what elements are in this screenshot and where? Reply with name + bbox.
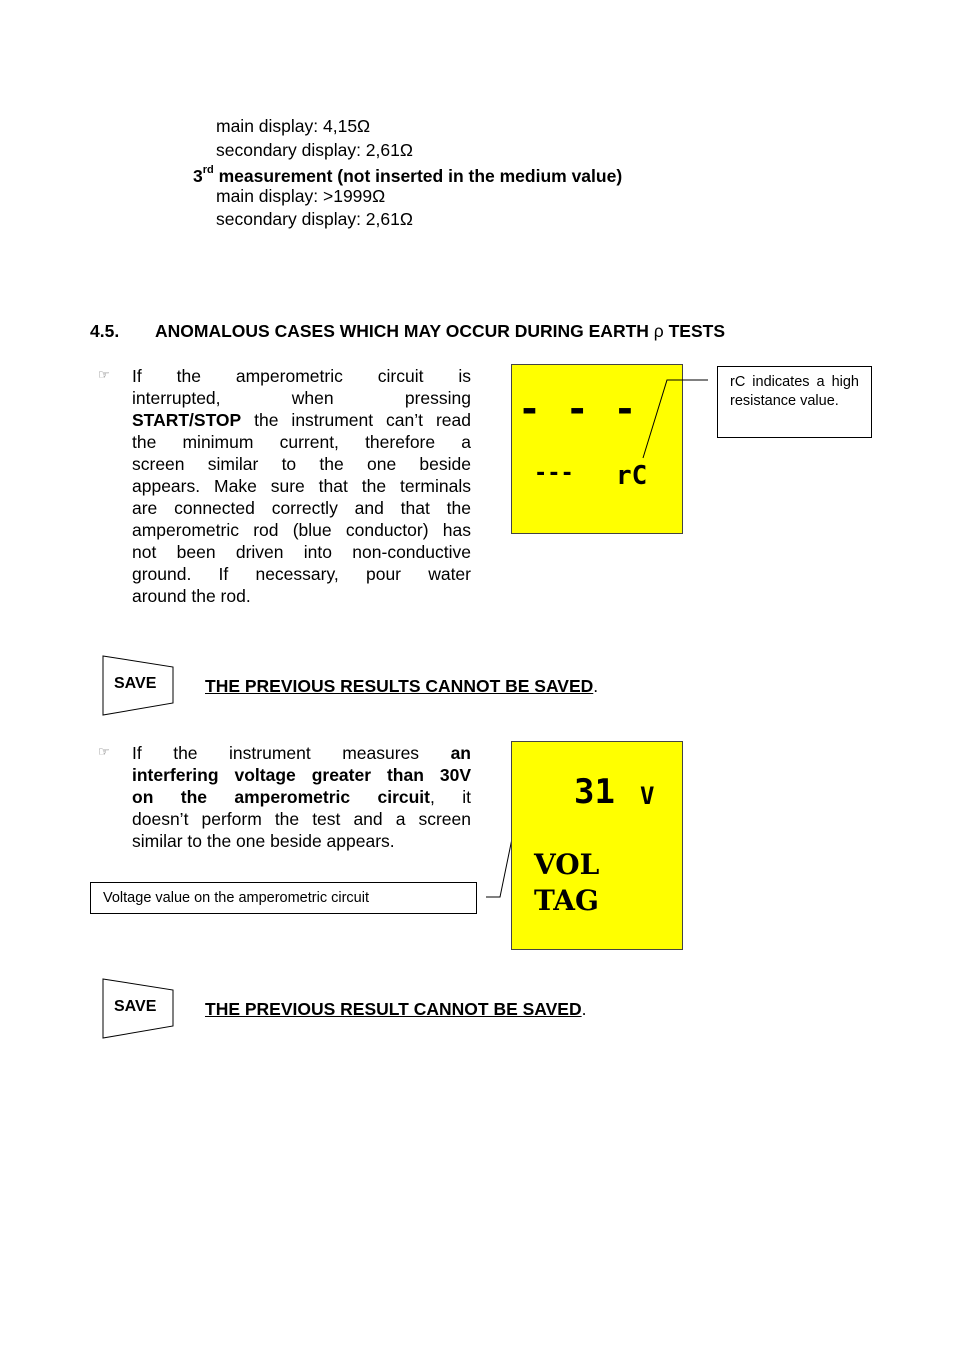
save-warning-1-text: THE PREVIOUS RESULTS CANNOT BE SAVED (205, 676, 594, 696)
secondary-display-line-1: secondary display: 2,61Ω (216, 140, 413, 160)
case2-line-2: interfering voltage greater than 30V (132, 765, 471, 785)
main-display-line-1: main display: 4,15Ω (216, 116, 371, 136)
lcd-voltage-value: 31 (574, 772, 615, 812)
case1-line-6: appears. Make sure that the terminals (132, 476, 471, 496)
case1-line-11: around the rod. (132, 586, 251, 606)
case2-line-1 (132, 742, 471, 764)
hand-pointer-icon-2: ☞ (98, 744, 110, 759)
case2-paragraph (132, 742, 471, 852)
case2-line-1-a: If the instrument measures (132, 743, 451, 763)
case1-line-8: amperometric rod (blue conductor) has (132, 520, 471, 540)
save-warning-2 (205, 998, 586, 1020)
case1-line-5: screen similar to the one beside (132, 454, 471, 474)
section-title-pre: ANOMALOUS CASES WHICH MAY OCCUR DURING EARTH (155, 321, 654, 341)
case1-line-3-text: the instrument can’t read (254, 410, 471, 430)
save-warning-1 (205, 675, 598, 697)
case2-line-3-a: on the amperometric circuit (132, 787, 430, 807)
case1-line-9: not been driven into non-conductive (132, 542, 471, 562)
lcd-display-voltage (511, 741, 683, 950)
case1-line-1: If the amperometric circuit is (132, 366, 471, 386)
save-warning-2-text: THE PREVIOUS RESULT CANNOT BE SAVED (205, 999, 582, 1019)
case1-line-2: interrupted, when pressing (132, 388, 471, 408)
lcd-voltage-unit: V (640, 782, 655, 810)
case2-line-3 (132, 786, 471, 808)
lcd-secondary-dashes: --- (534, 461, 574, 486)
case2-line-5: similar to the one beside appears. (132, 831, 395, 851)
voltage-note-text: Voltage value on the amperometric circuit (103, 890, 369, 906)
lcd-word-tag: TAG (534, 884, 599, 917)
third-measurement-number: 3 (193, 165, 203, 186)
secondary-display-line-2: secondary display: 2,61Ω (216, 209, 413, 229)
save-warning-2-tail: . (581, 999, 587, 1019)
main-display-line-2: main display: >1999Ω (216, 186, 386, 206)
case2-line-1-b: an (450, 743, 471, 763)
case1-line-7: are connected correctly and that the (132, 498, 471, 518)
case1-line-4: the minimum current, therefore a (132, 432, 471, 452)
hand-pointer-icon: ☞ (98, 367, 110, 382)
save-key-label: SAVE (114, 675, 157, 692)
section-number: 4.5. (90, 321, 120, 341)
section-title-post: TESTS (663, 321, 726, 341)
third-measurement-text: measurement (not inserted in the medium value) (213, 165, 623, 186)
rc-note-box (717, 366, 872, 438)
save-key-label-2: SAVE (114, 998, 157, 1015)
voltage-note-box (90, 882, 477, 914)
case2-line-3-b: , it (430, 787, 471, 807)
lcd-word-vol: VOL (534, 848, 600, 881)
rc-note-text: rC indicates a high resistance value. (730, 374, 859, 409)
lcd-main-dashes: - - - (518, 387, 638, 431)
case1-line-10: ground. If necessary, pour water (132, 564, 471, 584)
third-measurement-suffix: rd (202, 164, 214, 176)
lcd-rc-indicator: rC (616, 461, 648, 491)
case2-line-4: doesn’t perform the test and a screen (132, 809, 471, 829)
save-warning-1-tail: . (593, 676, 599, 696)
rho-symbol: ρ (653, 321, 664, 341)
start-stop-key: START/STOP (132, 410, 242, 430)
